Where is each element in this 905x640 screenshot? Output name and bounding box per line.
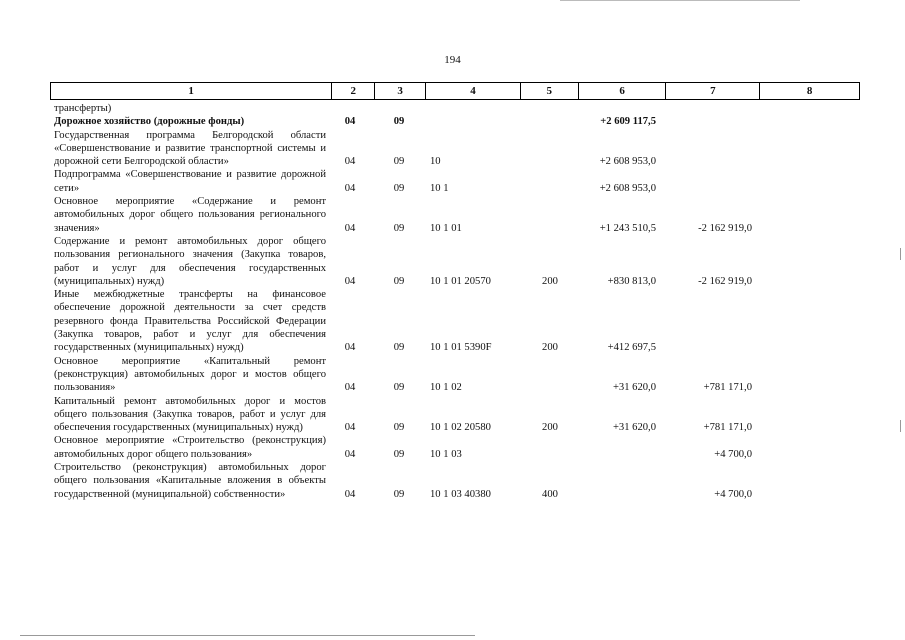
cell-subsection: 09 (393, 488, 405, 500)
cell-amount-1: +412 697,5 (607, 342, 656, 354)
cell-amount-2: +781 171,0 (703, 382, 752, 394)
row-name: Капитальный ремонт автомобильных дорог и мостов общего пользования (Закупка товаров, работ и услуг для обеспечения государственных (муниципальных) нужд) (54, 395, 326, 434)
table-row (50, 434, 860, 461)
cell-amount-2: -2 162 919,0 (698, 222, 752, 234)
cell-expense-type: 400 (542, 488, 558, 500)
row-name: Основное мероприятие «Капитальный ремонт (реконструкция) автомобильных дорог и мостов общего пользования» (54, 355, 326, 394)
table-row (50, 102, 860, 115)
cell-subsection: 09 (393, 156, 405, 168)
cell-expense-type: 200 (542, 275, 558, 287)
table-header (50, 82, 860, 100)
header-cell-6: 6 (579, 83, 667, 99)
cell-subsection: 09 (393, 342, 405, 354)
row-name: Дорожное хозяйство (дорожные фонды) (54, 116, 245, 128)
row-name: Подпрограмма «Совершенствование и развитие дорожной сети» (54, 169, 326, 194)
cell-amount-1: +1 243 510,5 (599, 222, 656, 234)
table-row (50, 168, 860, 195)
cell-amount-2: +4 700,0 (714, 448, 752, 460)
cell-subsection: 09 (393, 382, 405, 394)
cell-section: 04 (344, 156, 356, 168)
row-name: Основное мероприятие «Содержание и ремонт автомобильных дорог общего пользования регионального значения» (54, 196, 326, 234)
cell-amount-1: +2 609 117,5 (600, 116, 656, 128)
cell-amount-1: +31 620,0 (612, 422, 656, 434)
header-cell-2: 2 (332, 83, 375, 99)
cell-target-item: 10 1 02 (430, 382, 462, 394)
cell-target-item: 10 1 03 (430, 448, 462, 460)
cell-amount-2: -2 162 919,0 (698, 275, 752, 287)
table-row (50, 461, 860, 501)
cell-amount-1: +2 608 953,0 (599, 182, 656, 194)
cell-section: 04 (344, 422, 356, 434)
row-name: Строительство (реконструкция) автомобильных дорог общего пользования «Капитальные вложения в объекты государственной (муниципальной) собственности» (54, 462, 326, 500)
cell-amount-2: +4 700,0 (714, 488, 752, 500)
cell-subsection: 09 (393, 448, 405, 460)
table-row (50, 115, 860, 128)
cell-target-item: 10 1 (430, 182, 449, 194)
cell-expense-type: 200 (542, 342, 558, 354)
cell-section: 04 (344, 182, 356, 194)
header-cell-3: 3 (375, 83, 426, 99)
cell-subsection: 09 (393, 116, 405, 128)
table-row (50, 395, 860, 435)
cell-section: 04 (344, 448, 356, 460)
cell-subsection: 09 (393, 422, 405, 434)
cell-target-item: 10 1 01 (430, 222, 462, 234)
row-name: Содержание и ремонт автомобильных дорог общего пользования регионального значения (Закупка товаров, работ и услуг для обеспечения государственных (муниципальных) нужд) (54, 235, 326, 287)
table-row (50, 129, 860, 169)
cell-section: 04 (344, 382, 356, 394)
cell-section: 04 (344, 342, 356, 354)
table-row (50, 195, 860, 235)
row-name: Основное мероприятие «Строительство (реконструкция) автомобильных дорог общего пользования» (54, 435, 326, 460)
cell-amount-1: +2 608 953,0 (599, 156, 656, 168)
cell-target-item: 10 (430, 156, 441, 168)
row-name: трансферты) (54, 103, 112, 114)
cell-section: 04 (344, 116, 356, 128)
cell-amount-1: +830 813,0 (607, 275, 656, 287)
cell-section: 04 (344, 275, 356, 287)
cell-section: 04 (344, 222, 356, 234)
cell-target-item: 10 1 01 5390F (430, 342, 492, 354)
table-row (50, 235, 860, 288)
cell-expense-type: 200 (542, 422, 558, 434)
scan-artifact-bottom (20, 635, 475, 636)
cell-target-item: 10 1 01 20570 (430, 275, 491, 287)
header-cell-8: 8 (806, 85, 813, 97)
page-number: 194 (444, 54, 461, 66)
table-row (50, 355, 860, 395)
header-cell-7: 7 (666, 83, 760, 99)
header-cell-4: 4 (426, 83, 521, 99)
row-name: Государственная программа Белгородской области «Совершенствование и развитие транспортной системы и дорожной сети Белгородской области» (54, 129, 326, 168)
scan-artifact-edge (900, 248, 901, 260)
scan-artifact-edge (900, 420, 901, 432)
cell-subsection: 09 (393, 222, 405, 234)
cell-target-item: 10 1 02 20580 (430, 422, 491, 434)
header-cell-1: 1 (51, 83, 332, 99)
cell-amount-1: +31 620,0 (612, 382, 656, 394)
cell-subsection: 09 (393, 182, 405, 194)
cell-section: 04 (344, 488, 356, 500)
row-name: Иные межбюджетные трансферты на финансовое обеспечение дорожной деятельности за счет средств резервного фонда Правительства Российской Федерации (Закупка товаров, работ и услуг для обеспечения государственных (муниципальных) нужд) (54, 289, 326, 354)
cell-target-item: 10 1 03 40380 (430, 488, 491, 500)
table-row (50, 288, 860, 354)
header-cell-5: 5 (521, 83, 579, 99)
scan-artifact-top (560, 0, 800, 1)
table-body (50, 102, 860, 501)
cell-amount-2: +781 171,0 (703, 422, 752, 434)
cell-subsection: 09 (393, 275, 405, 287)
